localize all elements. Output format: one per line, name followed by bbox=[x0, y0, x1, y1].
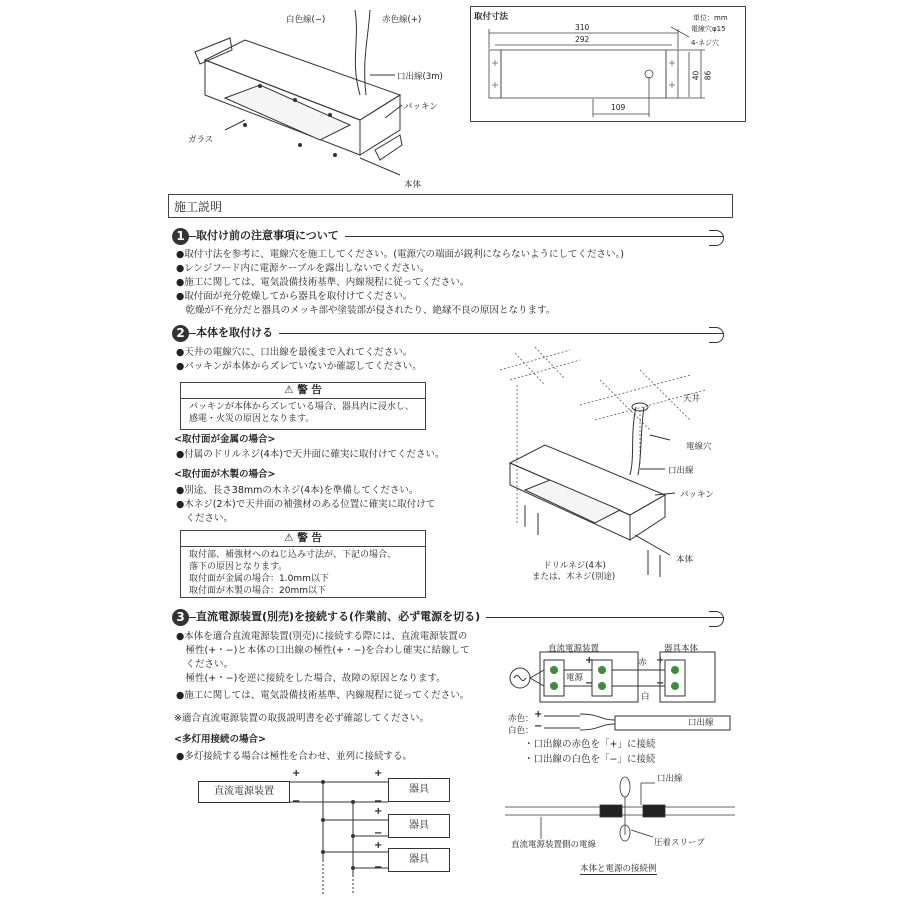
warning-heading: ⚠ 警 告 bbox=[181, 531, 425, 547]
fixture-box-1: 器具 bbox=[388, 778, 450, 802]
cable-label: 口出線 bbox=[688, 718, 714, 728]
dim-86: 86 bbox=[703, 70, 713, 81]
fixture-body-title: 器具本体 bbox=[664, 644, 699, 654]
plus-mark: + bbox=[585, 655, 594, 666]
plus-mark: + bbox=[656, 655, 665, 666]
label-wire-hole: 電線穴 bbox=[686, 442, 712, 452]
label-wood-screw: または、木ネジ(別途) bbox=[532, 572, 616, 582]
wiring-note-2: ・口出線の白色を「−」に接続 bbox=[524, 754, 656, 765]
paragraph: ●取付面が充分乾燥してから器具を取付けてください。 bbox=[176, 291, 413, 302]
crimp-connection-drawing bbox=[505, 775, 735, 860]
white-wire-label: 白色： bbox=[508, 726, 534, 736]
fixture-illustration bbox=[170, 0, 460, 195]
section-3-bar bbox=[172, 609, 724, 625]
minus-mark: − bbox=[656, 678, 665, 689]
paragraph: ください。 bbox=[176, 659, 234, 670]
dimension-drawing bbox=[471, 7, 745, 121]
section-title: 直流電源装置(別売)を接続する(作業前、必ず電源を切る) bbox=[196, 609, 486, 625]
fixture-box-2: 器具 bbox=[388, 814, 450, 838]
plus-mark: + bbox=[534, 709, 543, 720]
wood-surface-text bbox=[176, 484, 435, 526]
minus-mark: − bbox=[292, 796, 301, 807]
metal-surface-heading: <取付面が金属の場合> bbox=[174, 434, 276, 445]
label-glass: ガラス bbox=[188, 135, 214, 145]
paragraph: ●木ネジ(2本)で天井面の補強材のある位置に確実に取付けて bbox=[176, 499, 436, 510]
paragraph: ●別途、長さ38mmの木ネジ(4本)を準備してください。 bbox=[176, 485, 419, 496]
paragraph: ください。 bbox=[176, 513, 234, 524]
minus-mark: − bbox=[374, 796, 383, 807]
mounting-drawing bbox=[490, 345, 730, 590]
fixture-drawing bbox=[170, 0, 460, 195]
section-2-bar bbox=[172, 325, 724, 341]
label-packing: パッキン bbox=[404, 102, 438, 112]
minus-mark: − bbox=[374, 862, 383, 873]
unit-label: 単位：mm bbox=[693, 14, 728, 22]
section-title: 取付け前の注意事項について bbox=[196, 228, 345, 244]
screw-hole-label: 4-ネジ穴 bbox=[691, 39, 719, 47]
paragraph: ●パッキンが本体からズレていないか確認してください。 bbox=[176, 361, 422, 372]
section-number: 3 bbox=[172, 609, 189, 626]
label-cable: 口出線 bbox=[668, 466, 694, 476]
page-title: 施工説明 bbox=[174, 200, 223, 214]
plus-mark: + bbox=[374, 768, 383, 779]
mounting-illustration bbox=[490, 345, 730, 590]
dim-40: 40 bbox=[691, 70, 701, 81]
multi-light-heading: <多灯用接続の場合> bbox=[174, 734, 266, 745]
label-body: 本体 bbox=[676, 555, 694, 565]
psu-box: 直流電源装置 bbox=[198, 781, 290, 803]
section-3-text bbox=[176, 630, 470, 686]
warning-text: パッキンが本体からズレている場合、器具内に浸水し、 bbox=[189, 402, 414, 412]
cable-drawing bbox=[540, 708, 735, 738]
warning-heading: ⚠ 警 告 bbox=[181, 383, 425, 399]
paragraph: ●本体を適合直流電源装置(別売)に接続する際には、直流電源装置の bbox=[176, 631, 468, 642]
dim-310: 310 bbox=[575, 23, 590, 32]
warning-text: 取付部、補強材へのねじ込み寸法が、下記の場合、 bbox=[189, 550, 397, 560]
terminal-wiring-diagram bbox=[500, 650, 730, 710]
psu-title: 直流電源装置 bbox=[548, 644, 600, 654]
red-wire-label: 赤色： bbox=[508, 714, 534, 724]
label-drill-screw: ドリルネジ(4本) bbox=[543, 561, 606, 571]
warning-text: 落下の原因となります。 bbox=[189, 562, 288, 572]
dimension-panel bbox=[470, 6, 746, 122]
cable-label-2: 口出線 bbox=[657, 774, 683, 784]
metal-surface-text: ●付属のドリルネジ(4本)で天井面に確実に取付けてください。 bbox=[176, 449, 445, 460]
paragraph: 極性(+・−)と本体の口出線の極性(+・−)を合わし確実に結線して bbox=[176, 645, 470, 656]
paragraph: ●取付寸法を参考に、電線穴を施工してください。(電源穴の端面が鋭利にならないようにしてください。) bbox=[176, 249, 624, 260]
sleeve-label: 圧着スリーブ bbox=[654, 838, 705, 848]
minus-mark: − bbox=[585, 678, 594, 689]
red-label: 赤 bbox=[638, 658, 647, 668]
paragraph: 極性(+・−)を逆に接続をした場合、故障の原因となります。 bbox=[176, 673, 446, 684]
plus-mark: + bbox=[374, 806, 383, 817]
label-red-wire: 赤色線(+) bbox=[382, 15, 422, 25]
section-number: 2 bbox=[172, 325, 189, 342]
label-body: 本体 bbox=[404, 180, 422, 190]
paragraph: ●レンジフード内に電源ケーブルを露出しないでください。 bbox=[176, 263, 430, 274]
connection-example-caption: 本体と電源の接続例 bbox=[580, 864, 657, 874]
warning-box-1 bbox=[180, 382, 426, 430]
dim-292: 292 bbox=[575, 35, 590, 44]
label-cable: 口出線(3m) bbox=[397, 72, 443, 82]
paragraph: ●施工に関しては、電気設備技術基準、内線規程に従ってください。 bbox=[176, 277, 470, 288]
warning-text: 感電・火災の原因となります。 bbox=[189, 414, 315, 424]
white-label: 白 bbox=[641, 692, 650, 702]
label-packing: パッキン bbox=[680, 490, 714, 500]
paragraph: 乾燥が不充分だと器具のメッキ部や塗装部が侵されたり、絶縁不良の原因となります。 bbox=[176, 305, 556, 316]
section-2-text bbox=[176, 346, 422, 374]
fixture-box-3: 器具 bbox=[388, 848, 450, 872]
plus-mark: + bbox=[374, 840, 383, 851]
minus-mark: − bbox=[374, 828, 383, 839]
label-white-wire: 白色線(−) bbox=[286, 15, 326, 25]
plus-mark: + bbox=[292, 768, 301, 779]
section-1-bar bbox=[172, 228, 724, 244]
warning-text: 取付面が木製の場合：20mm以下 bbox=[189, 586, 326, 596]
wiring-note-1: ・口出線の赤色を「+」に接続 bbox=[524, 739, 656, 750]
minus-mark: − bbox=[534, 721, 543, 732]
psu-side-wire-label: 直流電源装置側の電線 bbox=[511, 840, 597, 850]
psu-manual-note: ※適合直流電源装置の取扱説明書を必ず確認してください。 bbox=[174, 713, 429, 724]
section-number: 1 bbox=[172, 228, 189, 245]
section-1-text bbox=[176, 248, 624, 318]
section-title: 本体を取付ける bbox=[196, 325, 279, 341]
paragraph: ●天井の電線穴に、口出線を最後まで入れてください。 bbox=[176, 347, 413, 358]
warning-box-2 bbox=[180, 530, 426, 598]
multi-light-text: ●多灯接続する場合は極性を合わせ、並列に接続する。 bbox=[176, 751, 413, 762]
instructions-header bbox=[168, 194, 733, 218]
section-3-regulation: ●施工に関しては、電気設備技術基準、内線規程に従ってください。 bbox=[176, 690, 470, 701]
dim-109: 109 bbox=[611, 103, 626, 112]
hole-label: 電線穴φ15 bbox=[691, 25, 726, 33]
psu-label: 電源 bbox=[566, 673, 584, 683]
dimension-title: 取付寸法 bbox=[474, 12, 509, 22]
wood-surface-heading: <取付面が木製の場合> bbox=[174, 469, 276, 480]
warning-text: 取付面が金属の場合：1.0mm以下 bbox=[189, 574, 329, 584]
label-ceiling: 天井 bbox=[683, 394, 701, 404]
